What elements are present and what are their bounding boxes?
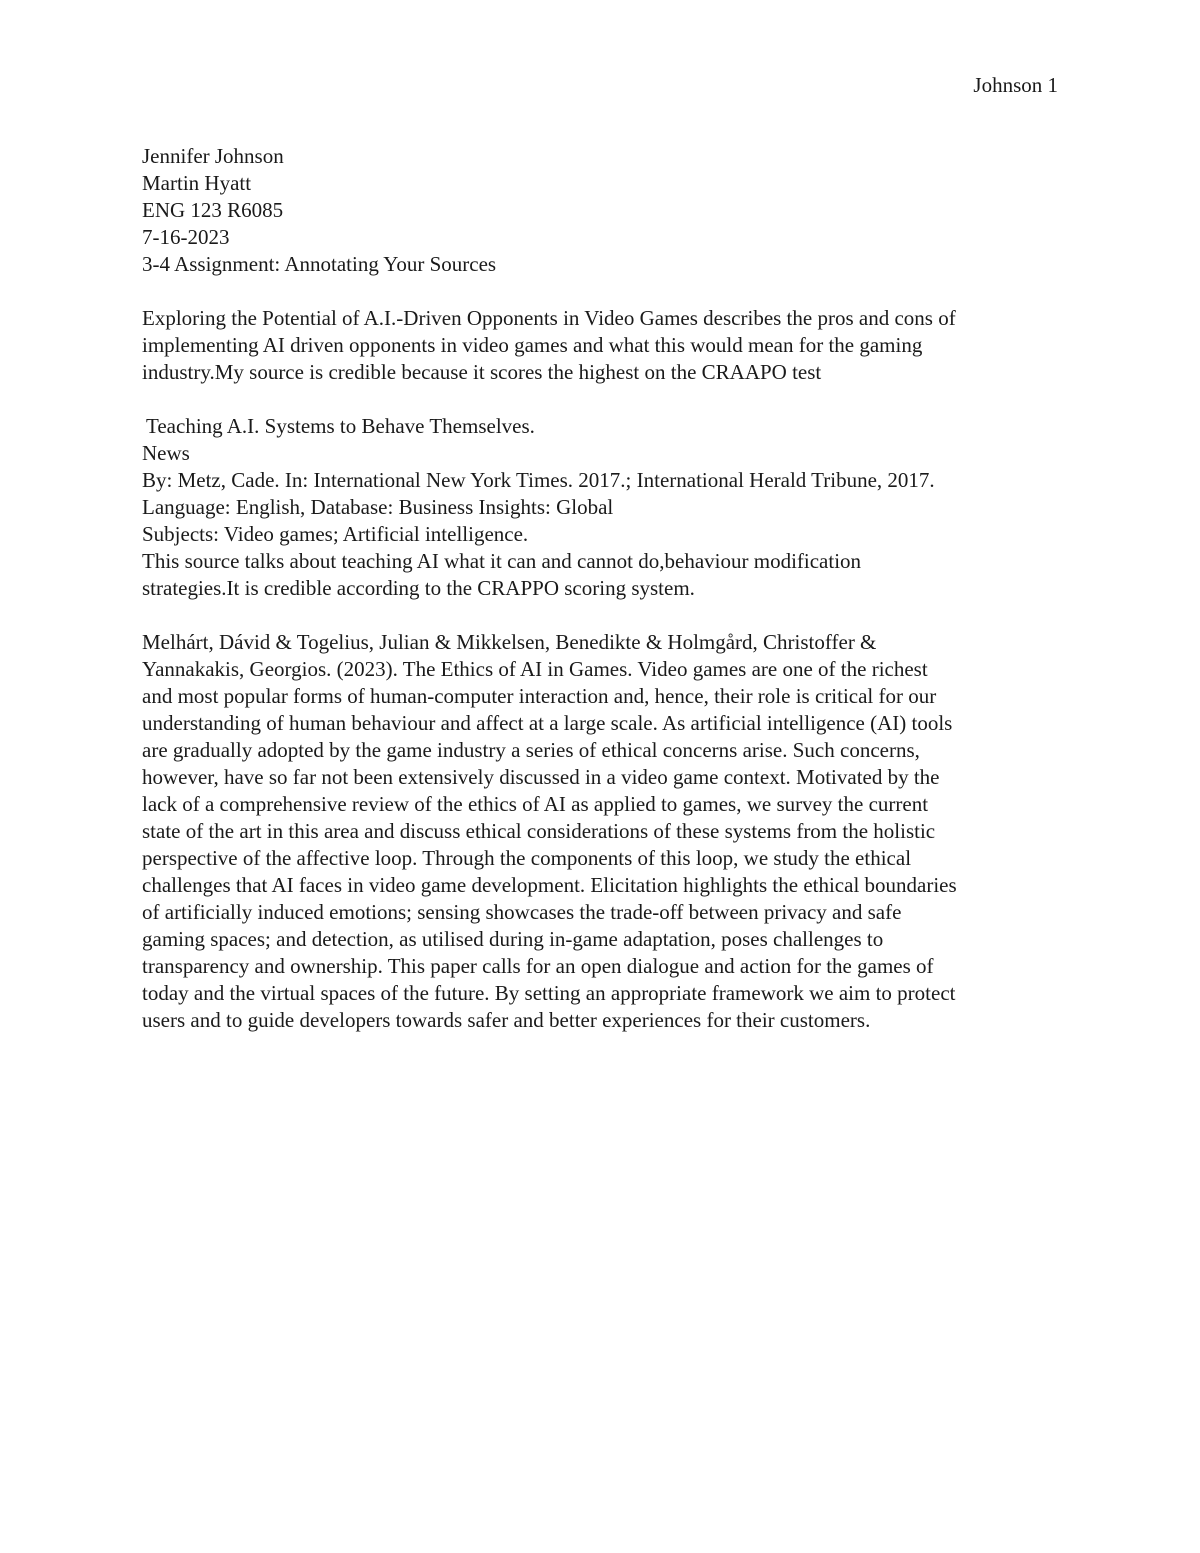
source3-line-6: however, have so far not been extensively discussed in a video game context. Motivated by the — [142, 765, 940, 789]
source3-line-8: state of the art in this area and discuss ethical considerations of these systems from the holistic — [142, 819, 936, 843]
source3-line-1: Melhárt, Dávid & Togelius, Julian & Mikkelsen, Benedikte & Holmgård, Christoffer & — [142, 630, 877, 654]
submission-date: 7-16-2023 — [142, 225, 230, 249]
source2-annotation-line-2: strategies.It is credible according to the CRAPPO scoring system. — [142, 576, 695, 600]
source2-annotation-line-1: This source talks about teaching AI what it can and cannot do,behaviour modification — [142, 549, 862, 573]
source1-line-2: implementing AI driven opponents in video games and what this would mean for the gaming — [142, 333, 923, 357]
document-body — [142, 143, 1062, 1034]
source3-line-3: and most popular forms of human-computer interaction and, hence, their role is critical for our — [142, 684, 937, 708]
source2-byline: By: Metz, Cade. In: International New York Times. 2017.; International Herald Tribune, 2017. — [142, 468, 935, 492]
source3-line-5: are gradually adopted by the game industry a series of ethical concerns arise. Such concerns, — [142, 738, 920, 762]
source-annotation-3 — [142, 629, 1062, 1034]
source1-line-1: Exploring the Potential of A.I.-Driven Opponents in Video Games describes the pros and cons of — [142, 306, 956, 330]
source3-line-4: understanding of human behaviour and affect at a large scale. As artificial intelligence (AI) tools — [142, 711, 953, 735]
source2-type: News — [142, 441, 190, 465]
source3-line-15: users and to guide developers towards safer and better experiences for their customers. — [142, 1008, 871, 1032]
student-name: Jennifer Johnson — [142, 144, 284, 168]
source3-line-14: today and the virtual spaces of the future. By setting an appropriate framework we aim to protect — [142, 981, 956, 1005]
source2-subjects: Subjects: Video games; Artificial intelligence. — [142, 522, 529, 546]
assignment-title: 3-4 Assignment: Annotating Your Sources — [142, 252, 497, 276]
course-code: ENG 123 R6085 — [142, 198, 284, 222]
page-header-number: Johnson 1 — [973, 73, 1058, 97]
mla-heading — [142, 143, 1062, 251]
source3-line-10: challenges that AI faces in video game development. Elicitation highlights the ethical boundaries — [142, 873, 957, 897]
source-annotation-1 — [142, 305, 1062, 386]
source3-line-7: lack of a comprehensive review of the ethics of AI as applied to games, we survey the current — [142, 792, 929, 816]
instructor-name: Martin Hyatt — [142, 171, 252, 195]
source3-line-13: transparency and ownership. This paper calls for an open dialogue and action for the games of — [142, 954, 934, 978]
source-annotation-2 — [142, 413, 1062, 602]
source3-line-2: Yannakakis, Georgios. (2023). The Ethics of AI in Games. Video games are one of the richest — [142, 657, 928, 681]
source2-title: Teaching A.I. Systems to Behave Themselves. — [146, 414, 535, 438]
source2-language: Language: English, Database: Business Insights: Global — [142, 495, 614, 519]
source1-line-3: industry.My source is credible because it scores the highest on the CRAAPO test — [142, 360, 822, 384]
source3-line-11: of artificially induced emotions; sensing showcases the trade-off between privacy and safe — [142, 900, 902, 924]
source3-line-12: gaming spaces; and detection, as utilised during in-game adaptation, poses challenges to — [142, 927, 884, 951]
source3-line-9: perspective of the affective loop. Through the components of this loop, we study the ethical — [142, 846, 912, 870]
